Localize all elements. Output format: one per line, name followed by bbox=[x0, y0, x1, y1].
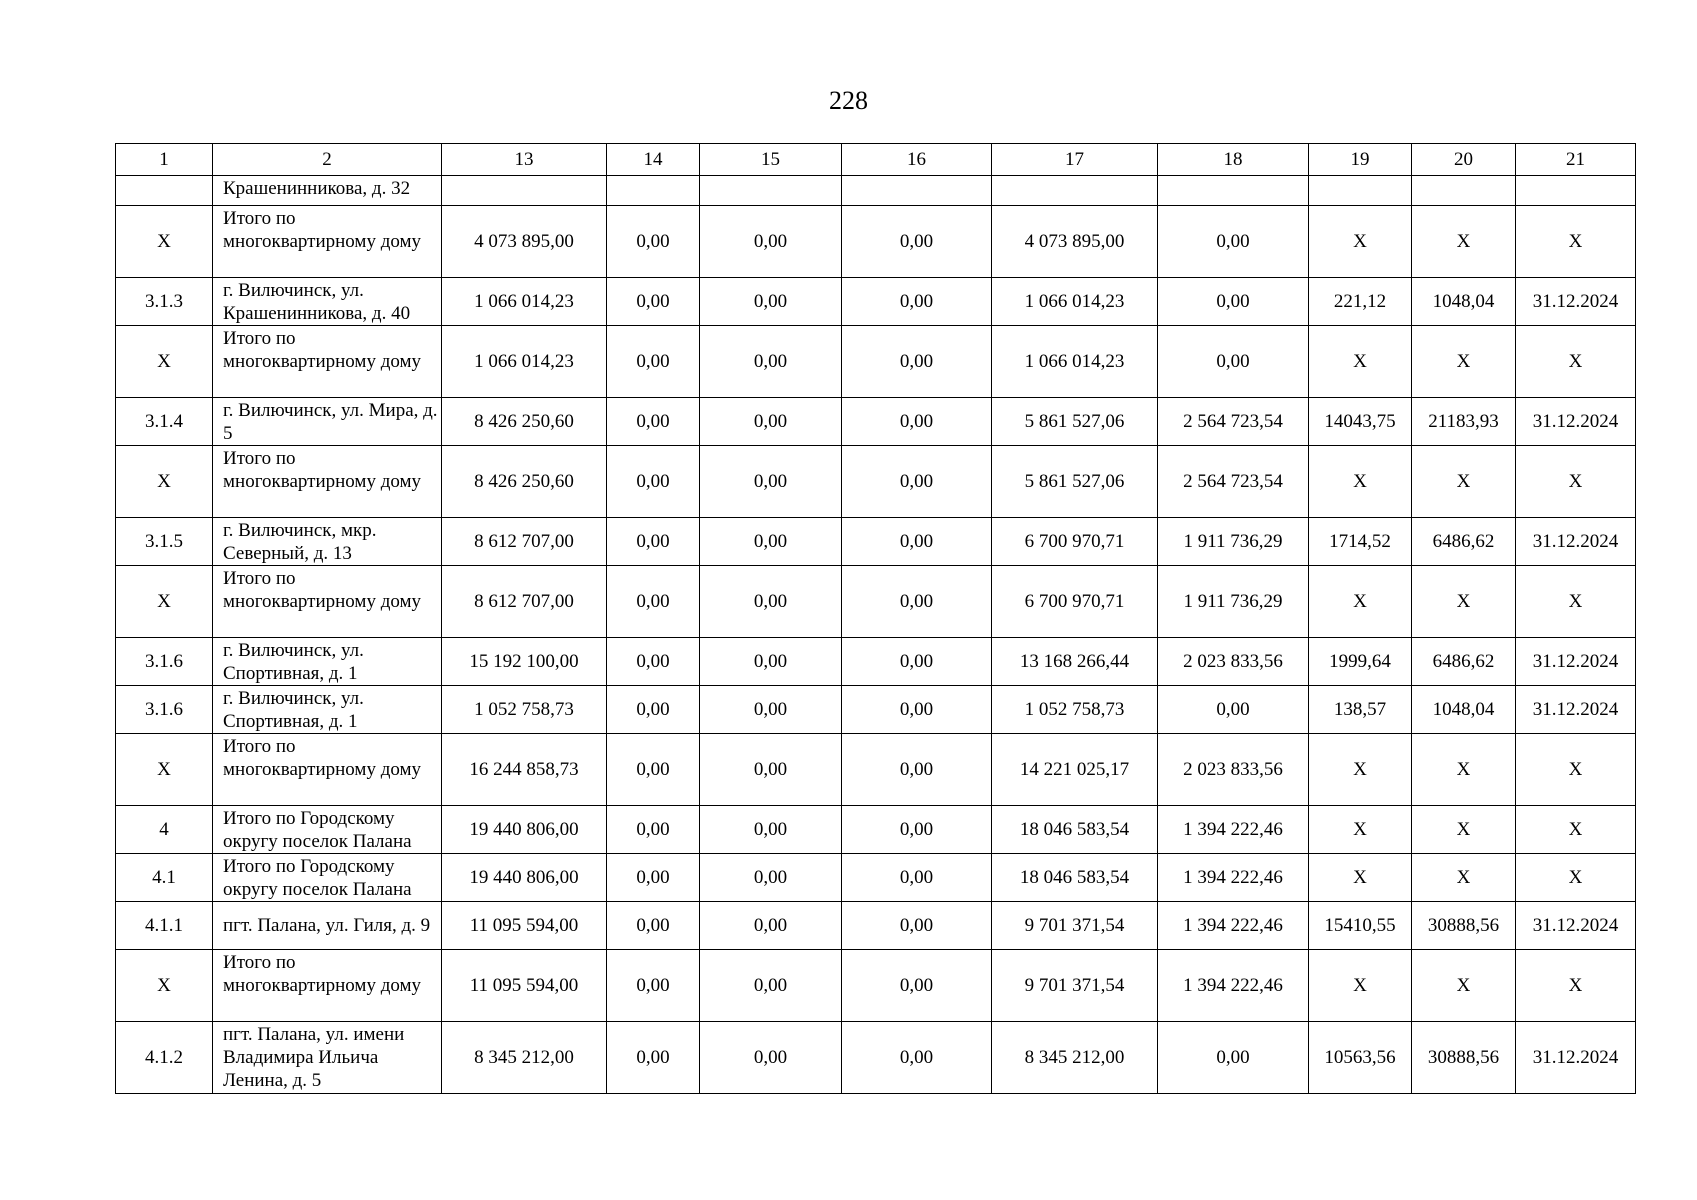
cell-value bbox=[1158, 176, 1309, 206]
cell-value bbox=[1516, 176, 1636, 206]
cell-address: г. Вилючинск, ул. Крашенинникова, д. 40 bbox=[213, 278, 442, 326]
cell-value: 30888,56 bbox=[1412, 1022, 1516, 1094]
cell-value: 2 564 723,54 bbox=[1158, 398, 1309, 446]
cell-value: 9 701 371,54 bbox=[992, 950, 1158, 1022]
cell-value: 0,00 bbox=[842, 806, 992, 854]
cell-value: 2 023 833,56 bbox=[1158, 734, 1309, 806]
cell-address: Итого по многоквартирному дому bbox=[213, 950, 442, 1022]
cell-value: 0,00 bbox=[607, 398, 700, 446]
cell-value: 0,00 bbox=[842, 950, 992, 1022]
table-row bbox=[116, 854, 1636, 902]
cell-address: пгт. Палана, ул. имени Владимира Ильича Ленина, д. 5 bbox=[213, 1022, 442, 1094]
cell-value: 0,00 bbox=[607, 518, 700, 566]
cell-value: 0,00 bbox=[607, 902, 700, 950]
cell-value: 31.12.2024 bbox=[1516, 638, 1636, 686]
cell-value: 31.12.2024 bbox=[1516, 518, 1636, 566]
cell-value: 0,00 bbox=[842, 902, 992, 950]
cell-value: 13 168 266,44 bbox=[992, 638, 1158, 686]
cell-value: 1048,04 bbox=[1412, 686, 1516, 734]
cell-value: 14043,75 bbox=[1309, 398, 1412, 446]
cell-value: 31.12.2024 bbox=[1516, 1022, 1636, 1094]
cell-value: X bbox=[1412, 566, 1516, 638]
cell-value: 0,00 bbox=[607, 446, 700, 518]
cell-number: X bbox=[116, 206, 213, 278]
cell-value: 0,00 bbox=[842, 566, 992, 638]
cell-value: 0,00 bbox=[700, 1022, 842, 1094]
cell-address: г. Вилючинск, ул. Мира, д. 5 bbox=[213, 398, 442, 446]
cell-value: 10563,56 bbox=[1309, 1022, 1412, 1094]
column-header: 13 bbox=[442, 144, 607, 176]
cell-value: X bbox=[1412, 446, 1516, 518]
cell-value: 5 861 527,06 bbox=[992, 398, 1158, 446]
cell-value: 0,00 bbox=[842, 326, 992, 398]
cell-value: 0,00 bbox=[607, 278, 700, 326]
cell-value: X bbox=[1412, 854, 1516, 902]
cell-value: X bbox=[1412, 950, 1516, 1022]
cell-value: 0,00 bbox=[700, 950, 842, 1022]
cell-number: 4.1.1 bbox=[116, 902, 213, 950]
cell-value: 0,00 bbox=[1158, 686, 1309, 734]
cell-address: Итого по Городскому округу поселок Палана bbox=[213, 806, 442, 854]
table-row bbox=[116, 206, 1636, 278]
cell-value: 0,00 bbox=[700, 734, 842, 806]
cell-value: 11 095 594,00 bbox=[442, 950, 607, 1022]
cell-value: X bbox=[1412, 326, 1516, 398]
cell-value: 0,00 bbox=[842, 278, 992, 326]
cell-value: 11 095 594,00 bbox=[442, 902, 607, 950]
cell-value: 0,00 bbox=[607, 566, 700, 638]
cell-number: 3.1.6 bbox=[116, 686, 213, 734]
cell-value: 2 564 723,54 bbox=[1158, 446, 1309, 518]
cell-number: X bbox=[116, 734, 213, 806]
cell-value bbox=[1309, 176, 1412, 206]
cell-value bbox=[842, 176, 992, 206]
header-row bbox=[116, 144, 1636, 176]
cell-value: 0,00 bbox=[607, 1022, 700, 1094]
cell-address: пгт. Палана, ул. Гиля, д. 9 bbox=[213, 902, 442, 950]
cell-value: 19 440 806,00 bbox=[442, 806, 607, 854]
cell-value: 0,00 bbox=[700, 854, 842, 902]
cell-value: 1 394 222,46 bbox=[1158, 902, 1309, 950]
page-number: 228 bbox=[829, 86, 868, 115]
cell-value: 1048,04 bbox=[1412, 278, 1516, 326]
cell-value: X bbox=[1309, 566, 1412, 638]
column-header: 1 bbox=[116, 144, 213, 176]
cell-number: 4 bbox=[116, 806, 213, 854]
cell-number: X bbox=[116, 446, 213, 518]
cell-value: 9 701 371,54 bbox=[992, 902, 1158, 950]
cell-value: 31.12.2024 bbox=[1516, 686, 1636, 734]
cell-value: 0,00 bbox=[700, 398, 842, 446]
table-row bbox=[116, 686, 1636, 734]
cell-value: 0,00 bbox=[842, 518, 992, 566]
cell-value: 0,00 bbox=[607, 686, 700, 734]
cell-value: 0,00 bbox=[1158, 206, 1309, 278]
column-header: 17 bbox=[992, 144, 1158, 176]
cell-value: 0,00 bbox=[1158, 326, 1309, 398]
cell-value: X bbox=[1309, 206, 1412, 278]
cell-value bbox=[607, 176, 700, 206]
table-row bbox=[116, 734, 1636, 806]
cell-value: 8 426 250,60 bbox=[442, 398, 607, 446]
cell-value: 1 911 736,29 bbox=[1158, 566, 1309, 638]
cell-value: 0,00 bbox=[607, 734, 700, 806]
cell-value: 8 345 212,00 bbox=[442, 1022, 607, 1094]
cell-value: 1 394 222,46 bbox=[1158, 950, 1309, 1022]
cell-value: 6486,62 bbox=[1412, 518, 1516, 566]
cell-value: 15 192 100,00 bbox=[442, 638, 607, 686]
table-row bbox=[116, 446, 1636, 518]
table-row bbox=[116, 518, 1636, 566]
cell-value: 221,12 bbox=[1309, 278, 1412, 326]
cell-value: 0,00 bbox=[700, 902, 842, 950]
cell-number: 3.1.3 bbox=[116, 278, 213, 326]
cell-value: 6 700 970,71 bbox=[992, 518, 1158, 566]
cell-value: 0,00 bbox=[700, 326, 842, 398]
cell-value: 31.12.2024 bbox=[1516, 902, 1636, 950]
cell-value: X bbox=[1516, 854, 1636, 902]
cell-value: 0,00 bbox=[700, 566, 842, 638]
table-row bbox=[116, 326, 1636, 398]
table-row bbox=[116, 566, 1636, 638]
cell-value: X bbox=[1516, 206, 1636, 278]
cell-value: 1 066 014,23 bbox=[992, 278, 1158, 326]
cell-address: Итого по Городскому округу поселок Палана bbox=[213, 854, 442, 902]
cell-number: X bbox=[116, 566, 213, 638]
column-header: 14 bbox=[607, 144, 700, 176]
cell-value: 18 046 583,54 bbox=[992, 854, 1158, 902]
cell-number: 3.1.4 bbox=[116, 398, 213, 446]
table-row bbox=[116, 950, 1636, 1022]
cell-value: 0,00 bbox=[842, 398, 992, 446]
table-row bbox=[116, 176, 1636, 206]
cell-value: X bbox=[1516, 326, 1636, 398]
cell-address: Итого по многоквартирному дому bbox=[213, 734, 442, 806]
cell-value: 0,00 bbox=[1158, 278, 1309, 326]
cell-value: 1 394 222,46 bbox=[1158, 806, 1309, 854]
cell-value: 0,00 bbox=[607, 206, 700, 278]
cell-value: 1 911 736,29 bbox=[1158, 518, 1309, 566]
cell-value: X bbox=[1309, 734, 1412, 806]
cell-number: 4.1.2 bbox=[116, 1022, 213, 1094]
cell-value: 18 046 583,54 bbox=[992, 806, 1158, 854]
cell-number: X bbox=[116, 950, 213, 1022]
cell-value: X bbox=[1516, 566, 1636, 638]
cell-value: 0,00 bbox=[842, 686, 992, 734]
cell-value: 1 066 014,23 bbox=[992, 326, 1158, 398]
table-row bbox=[116, 278, 1636, 326]
cell-number bbox=[116, 176, 213, 206]
cell-value: 14 221 025,17 bbox=[992, 734, 1158, 806]
table-row bbox=[116, 1022, 1636, 1094]
cell-value: 1 052 758,73 bbox=[992, 686, 1158, 734]
cell-value: 0,00 bbox=[607, 950, 700, 1022]
cell-value: 0,00 bbox=[842, 734, 992, 806]
cell-value bbox=[1412, 176, 1516, 206]
cell-value: 0,00 bbox=[607, 806, 700, 854]
cell-value: 0,00 bbox=[842, 206, 992, 278]
table-row bbox=[116, 806, 1636, 854]
cell-number: 4.1 bbox=[116, 854, 213, 902]
cell-value: 30888,56 bbox=[1412, 902, 1516, 950]
cell-value: 31.12.2024 bbox=[1516, 278, 1636, 326]
table-row bbox=[116, 902, 1636, 950]
cell-number: X bbox=[116, 326, 213, 398]
cell-value: 0,00 bbox=[842, 638, 992, 686]
table-row bbox=[116, 638, 1636, 686]
cell-value: X bbox=[1309, 446, 1412, 518]
cell-value: X bbox=[1516, 734, 1636, 806]
cell-value: X bbox=[1412, 206, 1516, 278]
cell-address: Итого по многоквартирному дому bbox=[213, 566, 442, 638]
cell-value: X bbox=[1309, 854, 1412, 902]
cell-value: 1 394 222,46 bbox=[1158, 854, 1309, 902]
cell-value: 0,00 bbox=[700, 206, 842, 278]
cell-value: 0,00 bbox=[842, 446, 992, 518]
column-header: 21 bbox=[1516, 144, 1636, 176]
cell-value: 1 066 014,23 bbox=[442, 326, 607, 398]
cell-value: 0,00 bbox=[607, 326, 700, 398]
cell-value: 8 426 250,60 bbox=[442, 446, 607, 518]
column-header: 19 bbox=[1309, 144, 1412, 176]
cell-value: 31.12.2024 bbox=[1516, 398, 1636, 446]
table-row bbox=[116, 398, 1636, 446]
cell-value bbox=[442, 176, 607, 206]
cell-address: г. Вилючинск, ул. Спортивная, д. 1 bbox=[213, 686, 442, 734]
cell-address: Итого по многоквартирному дому bbox=[213, 326, 442, 398]
cell-value: X bbox=[1516, 806, 1636, 854]
cell-value: 1714,52 bbox=[1309, 518, 1412, 566]
cell-value: 8 345 212,00 bbox=[992, 1022, 1158, 1094]
cell-value: 0,00 bbox=[700, 686, 842, 734]
cell-number: 3.1.5 bbox=[116, 518, 213, 566]
cell-value: 8 612 707,00 bbox=[442, 518, 607, 566]
cell-value: 6 700 970,71 bbox=[992, 566, 1158, 638]
cell-value: 4 073 895,00 bbox=[442, 206, 607, 278]
cell-value: X bbox=[1516, 950, 1636, 1022]
cell-value: 0,00 bbox=[1158, 1022, 1309, 1094]
column-header: 20 bbox=[1412, 144, 1516, 176]
cell-value: X bbox=[1412, 734, 1516, 806]
cell-value: 19 440 806,00 bbox=[442, 854, 607, 902]
cell-value: 138,57 bbox=[1309, 686, 1412, 734]
cell-address: Итого по многоквартирному дому bbox=[213, 446, 442, 518]
cell-value: X bbox=[1412, 806, 1516, 854]
column-header: 15 bbox=[700, 144, 842, 176]
cell-address: г. Вилючинск, ул. Спортивная, д. 1 bbox=[213, 638, 442, 686]
column-header: 2 bbox=[213, 144, 442, 176]
cell-value: 0,00 bbox=[842, 854, 992, 902]
cell-address: Крашенинникова, д. 32 bbox=[213, 176, 442, 206]
cell-value: X bbox=[1309, 326, 1412, 398]
cell-value: 5 861 527,06 bbox=[992, 446, 1158, 518]
cell-value: 0,00 bbox=[607, 638, 700, 686]
cell-value bbox=[992, 176, 1158, 206]
cell-value: 0,00 bbox=[700, 446, 842, 518]
cell-address: Итого по многоквартирному дому bbox=[213, 206, 442, 278]
cell-value: 0,00 bbox=[700, 638, 842, 686]
column-header: 18 bbox=[1158, 144, 1309, 176]
cell-value: 0,00 bbox=[700, 806, 842, 854]
cell-value: 2 023 833,56 bbox=[1158, 638, 1309, 686]
cell-value: 0,00 bbox=[700, 518, 842, 566]
cell-number: 3.1.6 bbox=[116, 638, 213, 686]
cell-value: 8 612 707,00 bbox=[442, 566, 607, 638]
cell-value: 0,00 bbox=[842, 1022, 992, 1094]
cell-address: г. Вилючинск, мкр. Северный, д. 13 bbox=[213, 518, 442, 566]
cell-value: 6486,62 bbox=[1412, 638, 1516, 686]
cell-value: 1 066 014,23 bbox=[442, 278, 607, 326]
cell-value: X bbox=[1309, 950, 1412, 1022]
cell-value: 0,00 bbox=[700, 278, 842, 326]
cell-value: X bbox=[1516, 446, 1636, 518]
data-table bbox=[115, 143, 1636, 1094]
cell-value: X bbox=[1309, 806, 1412, 854]
cell-value: 4 073 895,00 bbox=[992, 206, 1158, 278]
column-header: 16 bbox=[842, 144, 992, 176]
cell-value: 0,00 bbox=[607, 854, 700, 902]
cell-value: 15410,55 bbox=[1309, 902, 1412, 950]
cell-value: 1999,64 bbox=[1309, 638, 1412, 686]
cell-value: 1 052 758,73 bbox=[442, 686, 607, 734]
cell-value bbox=[700, 176, 842, 206]
cell-value: 16 244 858,73 bbox=[442, 734, 607, 806]
cell-value: 21183,93 bbox=[1412, 398, 1516, 446]
